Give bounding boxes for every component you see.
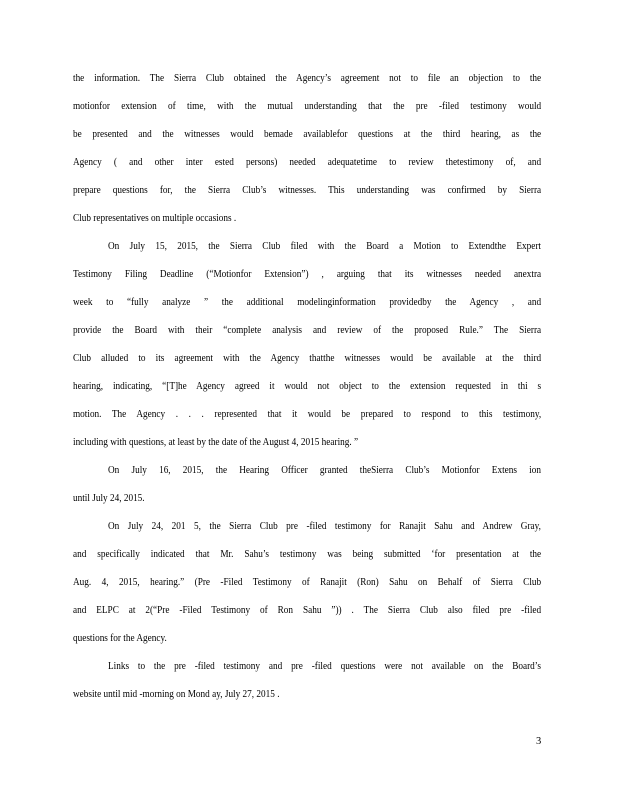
- body-text-line: provide the Board with their “complete analysis and review of the proposed Rule.” The Sierra: [73, 325, 542, 336]
- body-text-line: be presented and the witnesses would bemade availablefor questions at the third hearing, as the: [73, 129, 542, 140]
- body-text-line: and ELPC at 2(“Pre -Filed Testimony of Ron Sahu ”)) . The Sierra Club also filed pre -filed: [73, 605, 542, 616]
- body-text-line: Agency ( and other inter ested persons) needed adequatetime to review thetestimony of, and: [73, 157, 542, 168]
- body-text-line: Club alluded to its agreement with the Agency thatthe witnesses would be available at the third: [73, 353, 542, 364]
- body-text-line: motion. The Agency . . . represented that it would be prepared to respond to this testimony,: [73, 409, 542, 420]
- body-text-line: hearing, indicating, “[T]he Agency agreed it would not object to the extension requested in thi s: [73, 381, 542, 392]
- body-text-line: Aug. 4, 2015, hearing.” (Pre -Filed Testimony of Ranajit (Ron) Sahu on Behalf of Sierra Club: [73, 577, 542, 588]
- body-text-line: prepare questions for, the Sierra Club’s witnesses. This understanding was confirmed by Sierra: [73, 185, 542, 196]
- body-text-line: Testimony Filing Deadline (“Motionfor Extension”) , arguing that its witnesses needed anextra: [73, 269, 542, 280]
- paragraph-first-line: Links to the pre -filed testimony and pre -filed questions were not available on the Board’s: [108, 661, 541, 672]
- page-number: 3: [536, 736, 542, 747]
- body-text-line: motionfor extension of time, with the mutual understanding that the pre -filed testimony would: [73, 101, 542, 112]
- paragraph-first-line: On July 15, 2015, the Sierra Club filed with the Board a Motion to Extendthe Expert: [108, 241, 541, 252]
- body-text-line: Club representatives on multiple occasions .: [73, 213, 237, 224]
- body-text-line: until July 24, 2015.: [73, 493, 145, 504]
- paragraph-first-line: On July 24, 201 5, the Sierra Club pre -filed testimony for Ranajit Sahu and Andrew Gray,: [108, 521, 541, 532]
- body-text-line: including with questions, at least by the date of the August 4, 2015 hearing. ”: [73, 437, 359, 448]
- body-text-line: website until mid -morning on Mond ay, July 27, 2015 .: [73, 689, 280, 700]
- paragraph-first-line: On July 16, 2015, the Hearing Officer granted theSierra Club’s Motionfor Extens ion: [108, 465, 541, 476]
- body-text-line: questions for the Agency.: [73, 633, 167, 644]
- body-text-line: the information. The Sierra Club obtained the Agency’s agreement not to file an objection to the: [73, 73, 542, 84]
- body-text-line: and specifically indicated that Mr. Sahu’s testimony was being submitted ‘for presentation at the: [73, 549, 542, 560]
- body-text-line: week to “fully analyze ” the additional modelinginformation providedby the Agency , and: [73, 297, 542, 308]
